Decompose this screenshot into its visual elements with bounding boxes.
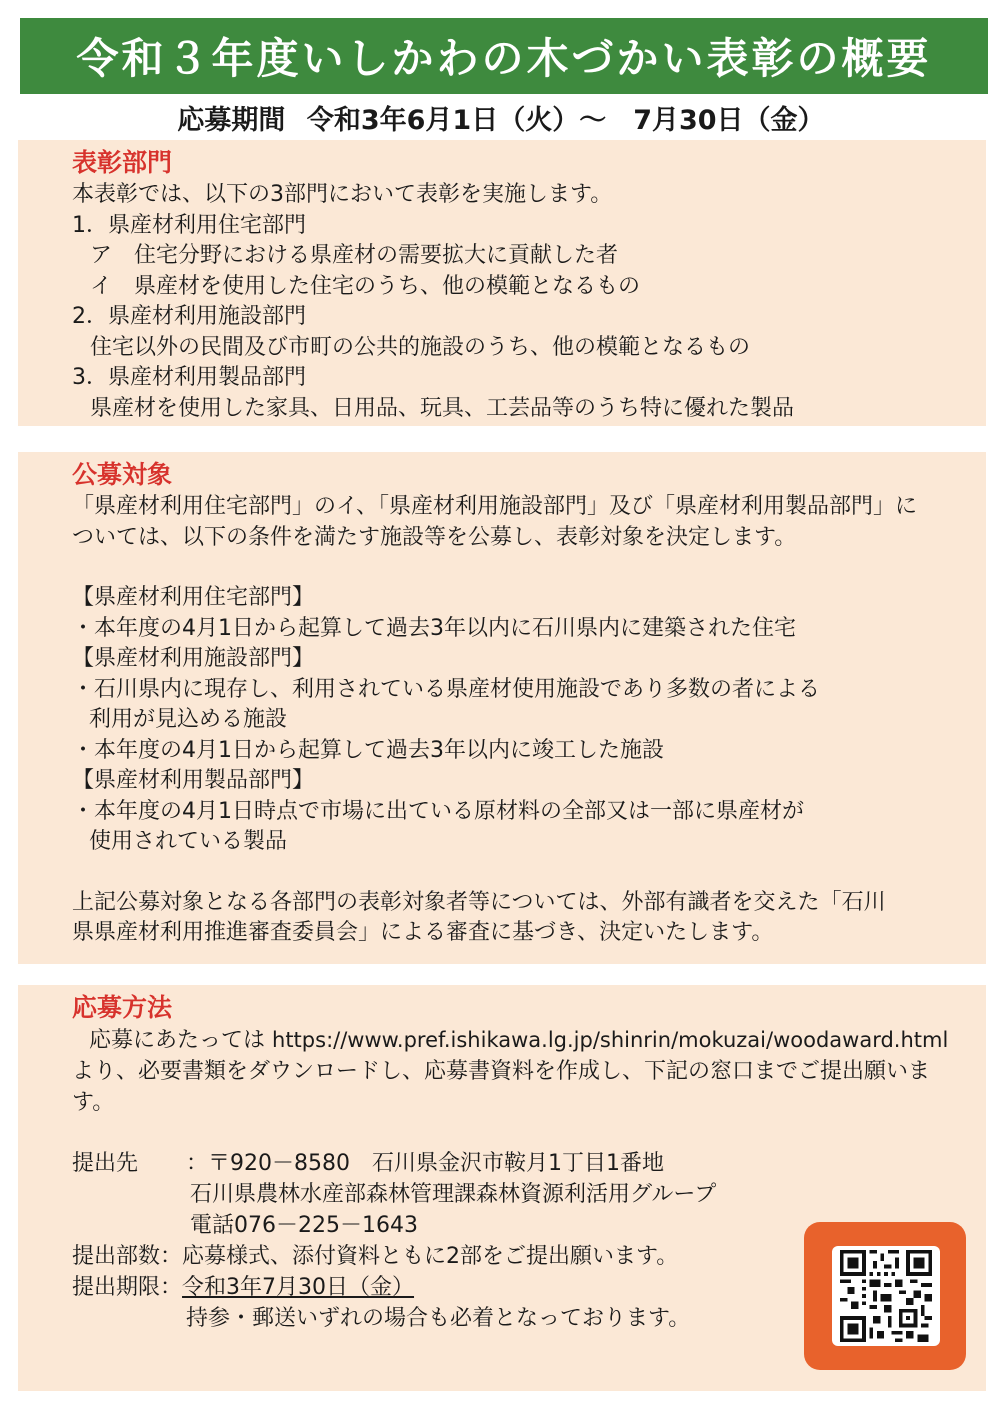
deadline-label: 提出期限 [72, 1275, 161, 1300]
category-3-heading: 3．県産材利用製品部門 [72, 365, 306, 390]
product-condition: ・本年度の4月1日時点で市場に出ている原材料の全部又は一部に県産材が [72, 798, 804, 824]
page-title: 令和３年度いしかわの木づかい表彰の概要 [20, 18, 988, 94]
deadline-colon: ： [160, 1275, 183, 1300]
submit-office: 石川県農林水産部森林管理課森林資源利活用グループ [190, 1182, 717, 1207]
period-label: 応募期間 [177, 105, 286, 136]
categories-intro: 本表彰では、以下の3部門において表彰を実施します。 [72, 182, 613, 207]
product-condition-cont: 使用されている製品 [89, 829, 288, 854]
facility-condition-1: ・石川県内に現存し、利用されている県産材使用施設であり多数の者による [72, 676, 821, 702]
copies-value: ：応募様式、添付資料ともに2部をご提出願います。 [160, 1244, 679, 1269]
eligibility-intro-1: 「県産材利用住宅部門」のイ、「県産材利用施設部門」及び「県産材利用製品部門」に [72, 494, 918, 519]
apply-url-link[interactable]: https://www.pref.ishikawa.lg.jp/shinrin/mokuzai/woodaward.html [272, 1028, 949, 1052]
section-title-categories: 表彰部門 [72, 148, 173, 177]
submit-phone: 電話076－225－1643 [190, 1213, 418, 1238]
eligibility-section [18, 452, 986, 964]
eligibility-intro-2: ついては、以下の条件を満たす施設等を公募し、表彰対象を決定します。 [72, 524, 797, 550]
period-value: 令和3年6月1日（火）～ 7月30日（金） [306, 105, 825, 136]
housing-heading: 【県産材利用住宅部門】 [72, 585, 315, 610]
deadline-note: 持参・郵送いずれの場合も必着となっております。 [186, 1306, 691, 1331]
housing-condition: ・本年度の4月1日から起算して過去3年以内に石川県内に建築された住宅 [72, 615, 796, 641]
product-heading: 【県産材利用製品部門】 [72, 768, 315, 793]
category-1-heading: 1．県産材利用住宅部門 [72, 212, 306, 238]
facility-condition-2: ・本年度の4月1日から起算して過去3年以内に竣工した施設 [72, 737, 664, 763]
facility-condition-1-cont: 利用が見込める施設 [89, 707, 288, 732]
eligibility-closing-1: 上記公募対象となる各部門の表彰対象者等については、外部有識者を交えた「石川 [72, 889, 886, 915]
category-1-item-i: イ 県産材を使用した住宅のうち、他の模範となるもの [90, 273, 641, 299]
submit-address: ：〒920－8580 石川県金沢市鞍月1丁目1番地 [186, 1151, 664, 1176]
apply-intro-rest-1: より、必要書類をダウンロードし、応募書資料を作成し、下記の窓口までご提出願いま [72, 1059, 931, 1084]
category-1-item-a: ア 住宅分野における県産材の需要拡大に貢献した者 [90, 243, 619, 268]
eligibility-closing-2: 県県産材利用推進審査委員会」による審査に基づき、決定いたします。 [72, 920, 774, 945]
category-2-heading: 2．県産材利用施設部門 [72, 304, 306, 329]
category-3-desc: 県産材を使用した家具、日用品、玩具、工芸品等のうち特に優れた製品 [90, 395, 795, 421]
section-title-apply: 応募方法 [72, 993, 173, 1022]
application-period [0, 98, 1002, 138]
submit-to-label: 提出先 [72, 1151, 139, 1176]
award-categories-section [18, 140, 986, 426]
copies-label: 提出部数 [72, 1244, 161, 1269]
category-2-desc: 住宅以外の民間及び市町の公共的施設のうち、他の模範となるもの [90, 334, 751, 360]
apply-intro-lead: 応募にあたっては [89, 1028, 266, 1053]
section-title-eligibility: 公募対象 [72, 460, 173, 489]
qr-code-icon[interactable] [840, 1250, 932, 1342]
facility-heading: 【県産材利用施設部門】 [72, 646, 315, 671]
apply-intro [72, 1025, 986, 1056]
apply-intro-rest-2: す。 [72, 1090, 115, 1115]
deadline-value: 令和3年7月30日（金） [182, 1275, 415, 1300]
